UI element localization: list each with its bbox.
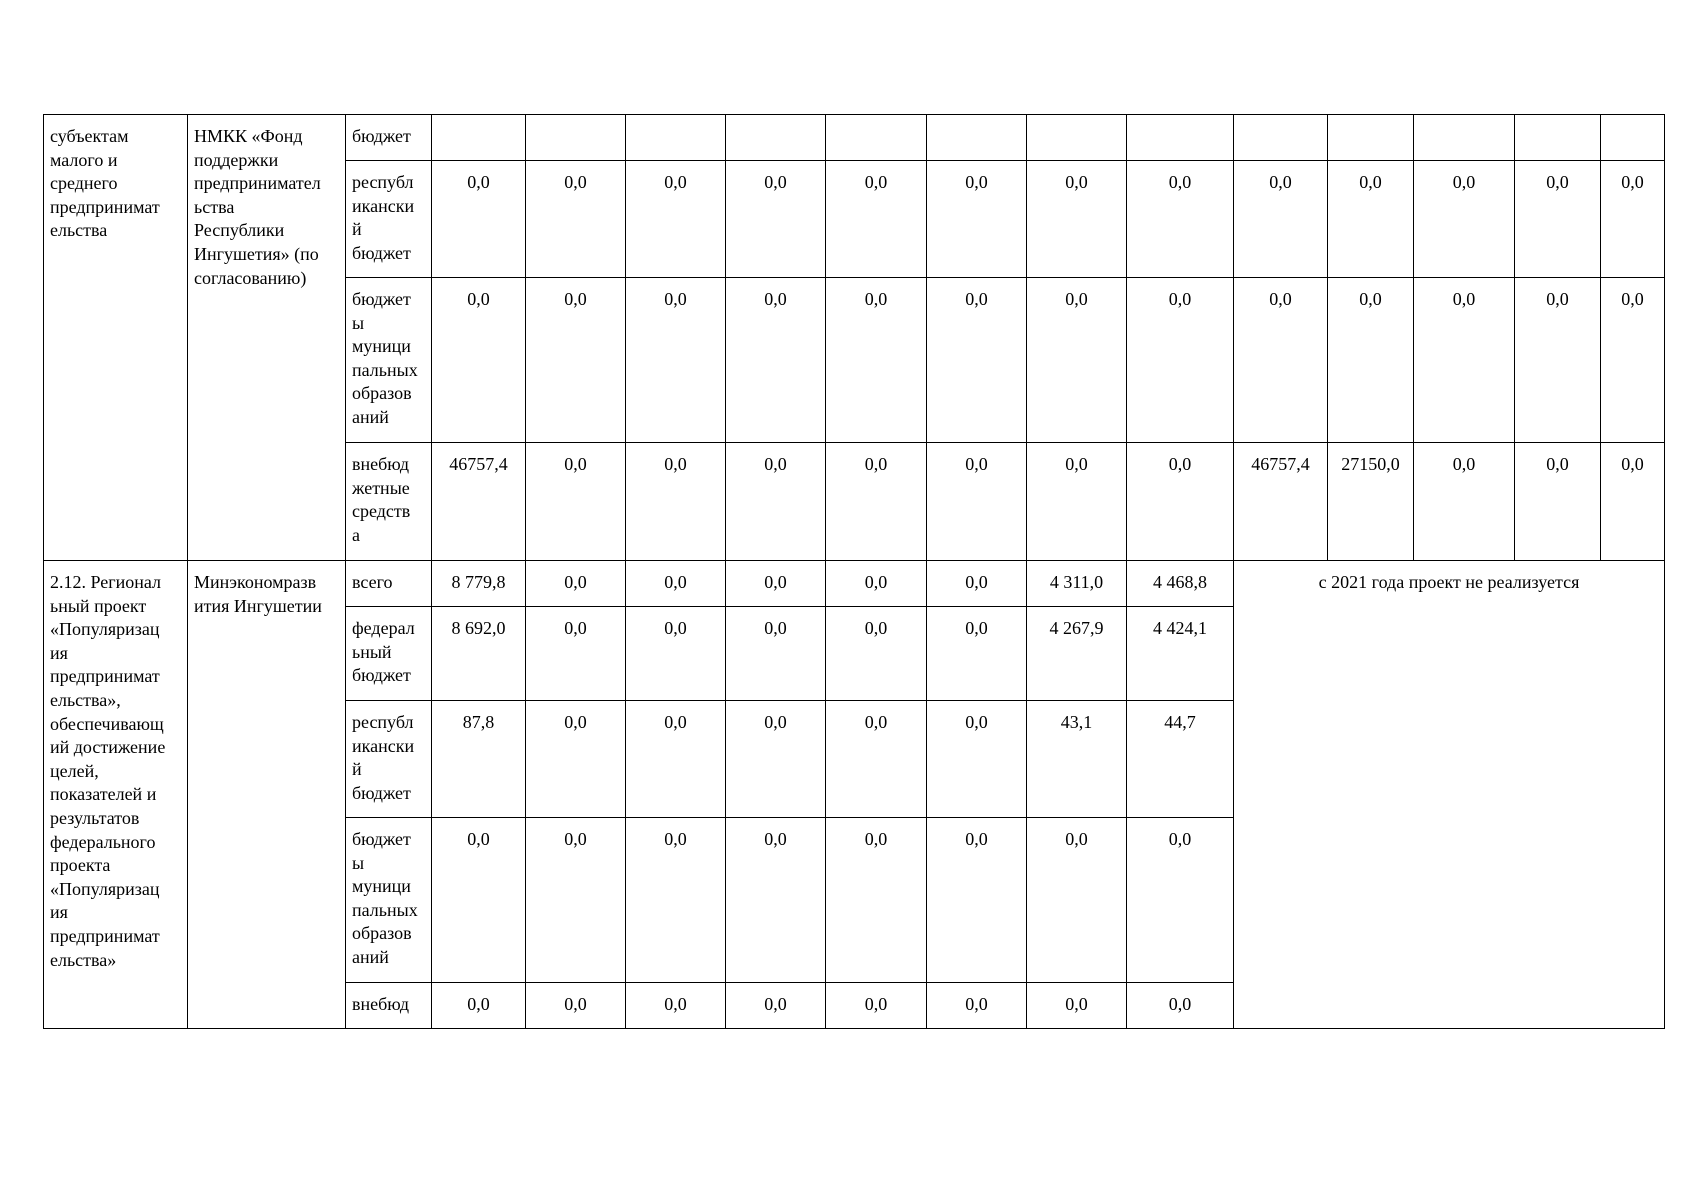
funding-source-cell-line: бюджет bbox=[352, 242, 411, 263]
funding-source-cell-line: федерал bbox=[352, 618, 415, 638]
value-cell: 0,0 bbox=[927, 983, 1027, 1029]
funding-source-cell bbox=[346, 561, 432, 607]
value-cell: 4 468,8 bbox=[1127, 561, 1234, 607]
value-cell: 0,0 bbox=[626, 607, 726, 701]
funding-source-cell bbox=[346, 443, 432, 561]
executor-cell-line: согласованию) bbox=[194, 267, 307, 288]
value-cell: 0,0 bbox=[1601, 278, 1665, 443]
value-cell: 0,0 bbox=[927, 818, 1027, 983]
budget-table bbox=[43, 114, 1665, 1029]
funding-source-cell-line: жетные bbox=[352, 477, 410, 498]
executor-cell-line: поддержки bbox=[194, 149, 279, 170]
value-cell: 0,0 bbox=[1127, 443, 1234, 561]
value-cell: 0,0 bbox=[526, 701, 626, 818]
value-cell: 0,0 bbox=[1234, 161, 1328, 278]
value-cell bbox=[626, 115, 726, 161]
funding-source-cell bbox=[346, 161, 432, 278]
funding-source-cell-line: икански bbox=[352, 735, 415, 756]
funding-source-cell-line: бюджет bbox=[352, 665, 411, 686]
value-cell bbox=[1127, 115, 1234, 161]
funding-source-cell-line: внебюд bbox=[352, 454, 409, 474]
value-cell: 0,0 bbox=[927, 443, 1027, 561]
funding-source-cell-line: образов bbox=[352, 383, 412, 404]
value-cell: 0,0 bbox=[526, 161, 626, 278]
event-name-cell-line: ельства», bbox=[50, 689, 121, 710]
value-cell: 0,0 bbox=[1601, 161, 1665, 278]
value-cell: 8 692,0 bbox=[432, 607, 526, 701]
value-cell: 27150,0 bbox=[1328, 443, 1414, 561]
value-cell: 0,0 bbox=[927, 701, 1027, 818]
value-cell: 0,0 bbox=[1515, 161, 1601, 278]
value-cell: 0,0 bbox=[826, 561, 927, 607]
funding-source-cell-line: муници bbox=[352, 336, 411, 357]
value-cell bbox=[1234, 115, 1328, 161]
value-cell: 0,0 bbox=[526, 607, 626, 701]
event-name-cell-line: «Популяризац bbox=[50, 619, 160, 640]
value-cell bbox=[432, 115, 526, 161]
event-name-cell-line: «Популяризац bbox=[50, 878, 160, 899]
event-name-cell bbox=[44, 561, 188, 1029]
event-name-cell-line: ельства bbox=[50, 220, 108, 241]
value-cell: 87,8 bbox=[432, 701, 526, 818]
value-cell bbox=[526, 115, 626, 161]
executor-cell-line: Минэкономразв bbox=[194, 572, 317, 592]
value-cell: 0,0 bbox=[1027, 278, 1127, 443]
value-cell: 0,0 bbox=[726, 607, 826, 701]
funding-source-cell bbox=[346, 701, 432, 818]
value-cell: 4 424,1 bbox=[1127, 607, 1234, 701]
value-cell: 8 779,8 bbox=[432, 561, 526, 607]
funding-source-cell-line: икански bbox=[352, 195, 415, 216]
funding-source-cell-line: ьный bbox=[352, 641, 392, 662]
value-cell: 0,0 bbox=[726, 278, 826, 443]
funding-source-cell-line: ы bbox=[352, 312, 365, 333]
value-cell: 43,1 bbox=[1027, 701, 1127, 818]
funding-source-cell-line: средств bbox=[352, 501, 411, 522]
value-cell: 0,0 bbox=[927, 561, 1027, 607]
value-cell bbox=[1414, 115, 1515, 161]
value-cell: 0,0 bbox=[1127, 278, 1234, 443]
value-cell: 0,0 bbox=[927, 161, 1027, 278]
value-cell: 0,0 bbox=[726, 443, 826, 561]
funding-source-cell-line: всего bbox=[352, 572, 393, 592]
funding-source-cell bbox=[346, 983, 432, 1029]
table-body bbox=[44, 115, 1665, 1029]
event-name-cell-line: предпринимат bbox=[50, 196, 160, 217]
value-cell: 0,0 bbox=[726, 701, 826, 818]
value-cell: 0,0 bbox=[626, 701, 726, 818]
funding-source-cell-line: муници bbox=[352, 876, 411, 897]
funding-source-cell bbox=[346, 115, 432, 161]
funding-source-cell-line: ы bbox=[352, 852, 365, 873]
executor-cell-line: Ингушетия» (по bbox=[194, 243, 319, 264]
funding-source-cell-line: пальных bbox=[352, 899, 418, 920]
executor-cell-line: Республики bbox=[194, 220, 285, 241]
value-cell: 0,0 bbox=[1328, 278, 1414, 443]
funding-source-cell-line: республ bbox=[352, 712, 414, 732]
value-cell: 0,0 bbox=[626, 161, 726, 278]
table-row bbox=[44, 115, 1665, 161]
value-cell: 0,0 bbox=[826, 443, 927, 561]
value-cell: 0,0 bbox=[526, 983, 626, 1029]
value-cell: 0,0 bbox=[1515, 443, 1601, 561]
project-status-note: с 2021 года проект не реализуется bbox=[1234, 561, 1665, 1029]
value-cell: 0,0 bbox=[927, 278, 1027, 443]
value-cell: 0,0 bbox=[1515, 278, 1601, 443]
event-name-cell-line: 2.12. Регионал bbox=[50, 572, 162, 592]
event-name-cell-line: ьный проект bbox=[50, 595, 147, 616]
value-cell: 46757,4 bbox=[1234, 443, 1328, 561]
event-name-cell-line: предпринимат bbox=[50, 666, 160, 687]
value-cell: 0,0 bbox=[826, 983, 927, 1029]
value-cell: 0,0 bbox=[1127, 161, 1234, 278]
funding-source-cell bbox=[346, 607, 432, 701]
value-cell: 0,0 bbox=[726, 983, 826, 1029]
value-cell: 0,0 bbox=[626, 443, 726, 561]
funding-source-cell-line: бюджет bbox=[352, 289, 411, 309]
value-cell: 46757,4 bbox=[432, 443, 526, 561]
value-cell: 0,0 bbox=[1127, 983, 1234, 1029]
value-cell: 0,0 bbox=[826, 278, 927, 443]
value-cell: 0,0 bbox=[432, 818, 526, 983]
event-name-cell-line: обеспечивающ bbox=[50, 713, 164, 734]
value-cell: 0,0 bbox=[826, 161, 927, 278]
event-name-cell-line: показателей и bbox=[50, 784, 157, 805]
value-cell: 0,0 bbox=[1414, 278, 1515, 443]
value-cell: 0,0 bbox=[1027, 443, 1127, 561]
event-name-cell-line: проекта bbox=[50, 855, 111, 876]
funding-source-cell bbox=[346, 278, 432, 443]
executor-cell bbox=[188, 561, 346, 1029]
event-name-cell-line: результатов bbox=[50, 807, 140, 828]
value-cell: 0,0 bbox=[1601, 443, 1665, 561]
value-cell bbox=[1328, 115, 1414, 161]
value-cell: 0,0 bbox=[1027, 818, 1127, 983]
funding-source-cell bbox=[346, 818, 432, 983]
event-name-cell-line: ий достижение bbox=[50, 737, 166, 758]
value-cell: 0,0 bbox=[726, 161, 826, 278]
funding-source-cell-line: внебюд bbox=[352, 994, 409, 1014]
value-cell bbox=[1601, 115, 1665, 161]
event-name-cell-line: ельства» bbox=[50, 949, 117, 970]
value-cell: 0,0 bbox=[626, 818, 726, 983]
funding-source-cell-line: й bbox=[352, 759, 362, 780]
value-cell: 0,0 bbox=[626, 561, 726, 607]
executor-cell bbox=[188, 115, 346, 561]
event-name-cell bbox=[44, 115, 188, 561]
funding-source-cell-line: образов bbox=[352, 923, 412, 944]
value-cell: 0,0 bbox=[526, 818, 626, 983]
value-cell: 0,0 bbox=[526, 278, 626, 443]
event-name-cell-line: среднего bbox=[50, 173, 118, 194]
value-cell: 0,0 bbox=[1027, 983, 1127, 1029]
event-name-cell-line: субъектам bbox=[50, 126, 129, 146]
value-cell bbox=[1515, 115, 1601, 161]
value-cell: 44,7 bbox=[1127, 701, 1234, 818]
funding-source-cell-line: бюджет bbox=[352, 829, 411, 849]
value-cell: 0,0 bbox=[432, 278, 526, 443]
value-cell: 0,0 bbox=[526, 443, 626, 561]
event-name-cell-line: целей, bbox=[50, 760, 99, 781]
value-cell: 0,0 bbox=[826, 607, 927, 701]
value-cell: 0,0 bbox=[626, 278, 726, 443]
value-cell: 0,0 bbox=[826, 818, 927, 983]
value-cell bbox=[1027, 115, 1127, 161]
value-cell: 0,0 bbox=[726, 818, 826, 983]
funding-source-cell-line: бюджет bbox=[352, 126, 411, 146]
funding-source-cell-line: аний bbox=[352, 406, 389, 427]
funding-source-cell-line: республ bbox=[352, 172, 414, 192]
executor-cell-line: предпринимател bbox=[194, 173, 321, 194]
value-cell: 4 311,0 bbox=[1027, 561, 1127, 607]
value-cell bbox=[927, 115, 1027, 161]
executor-cell-line: НМКК «Фонд bbox=[194, 126, 303, 146]
funding-source-cell-line: бюджет bbox=[352, 782, 411, 803]
table-row bbox=[44, 561, 1665, 607]
value-cell: 0,0 bbox=[526, 561, 626, 607]
value-cell: 0,0 bbox=[927, 607, 1027, 701]
value-cell: 0,0 bbox=[1414, 443, 1515, 561]
value-cell: 0,0 bbox=[1127, 818, 1234, 983]
event-name-cell-line: федерального bbox=[50, 831, 156, 852]
value-cell bbox=[726, 115, 826, 161]
value-cell: 0,0 bbox=[726, 561, 826, 607]
value-cell bbox=[826, 115, 927, 161]
value-cell: 0,0 bbox=[432, 161, 526, 278]
value-cell: 0,0 bbox=[626, 983, 726, 1029]
value-cell: 4 267,9 bbox=[1027, 607, 1127, 701]
value-cell: 0,0 bbox=[432, 983, 526, 1029]
funding-source-cell-line: аний bbox=[352, 946, 389, 967]
funding-source-cell-line: й bbox=[352, 219, 362, 240]
value-cell: 0,0 bbox=[1234, 278, 1328, 443]
value-cell: 0,0 bbox=[826, 701, 927, 818]
funding-source-cell-line: а bbox=[352, 524, 360, 545]
event-name-cell-line: малого и bbox=[50, 149, 118, 170]
value-cell: 0,0 bbox=[1414, 161, 1515, 278]
executor-cell-line: ития Ингушетии bbox=[194, 595, 322, 616]
event-name-cell-line: ия bbox=[50, 642, 68, 663]
value-cell: 0,0 bbox=[1328, 161, 1414, 278]
value-cell: 0,0 bbox=[1027, 161, 1127, 278]
funding-source-cell-line: пальных bbox=[352, 359, 418, 380]
event-name-cell-line: ия bbox=[50, 902, 68, 923]
executor-cell-line: ьства bbox=[194, 196, 235, 217]
event-name-cell-line: предпринимат bbox=[50, 925, 160, 946]
